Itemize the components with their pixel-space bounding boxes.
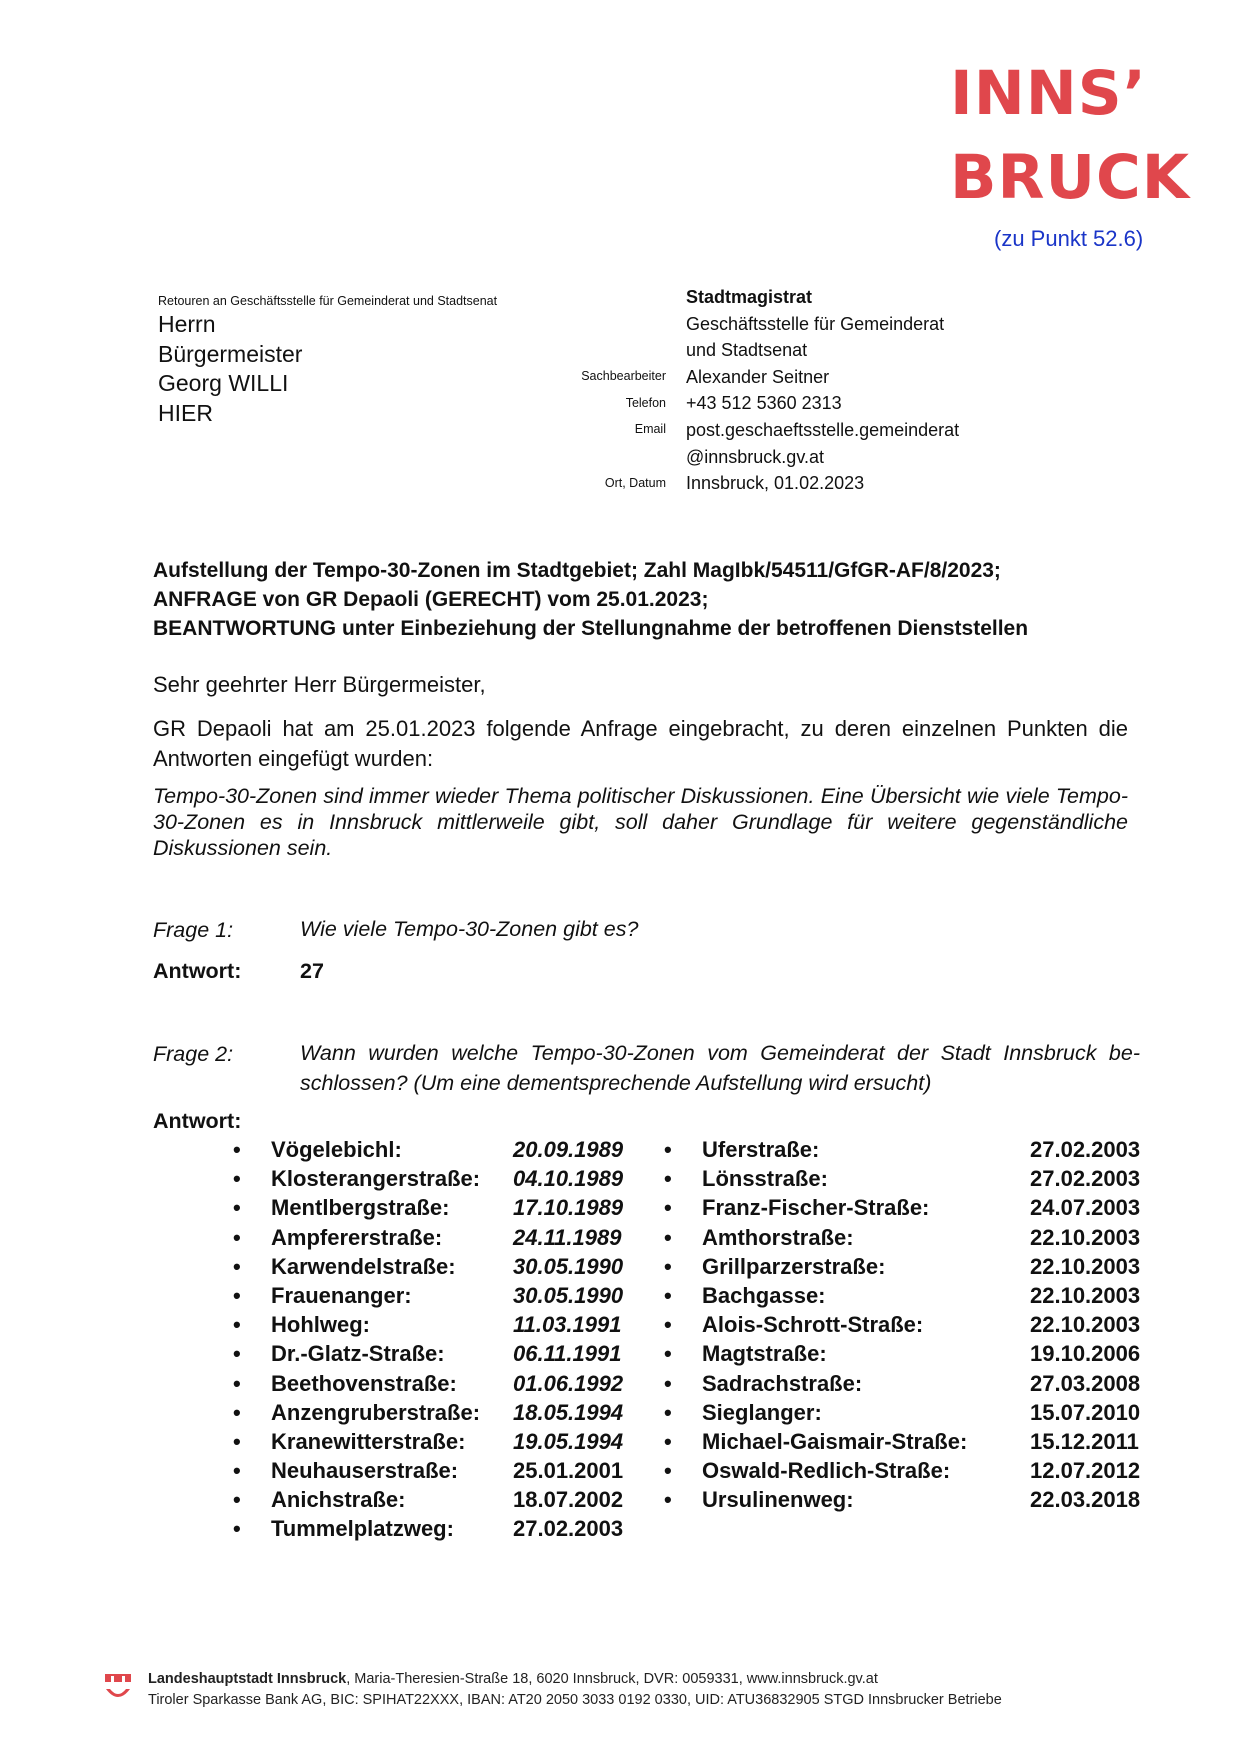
zone-date: 30.05.1990 <box>513 1253 624 1279</box>
question-2-label: Frage 2: <box>153 1042 234 1066</box>
subject-line: Aufstellung der Tempo-30-Zonen im Stadtgebiet; Zahl MagIbk/54511/GfGR-AF/8/2023; <box>153 559 1001 582</box>
subject-heading <box>153 556 1133 643</box>
zone-date: 24.11.1989 <box>513 1224 622 1250</box>
zone-name: Uferstraße: <box>702 1137 820 1162</box>
question-1-label: Frage 1: <box>153 918 234 942</box>
zone-date: 22.10.2003 <box>1030 1253 1141 1279</box>
sender-phone: +43 512 5360 2313 <box>686 393 842 414</box>
clerk-label: Sachbearbeiter <box>581 369 666 383</box>
question-1-text: Wie viele Tempo-30-Zonen gibt es? <box>300 917 639 941</box>
question-2-text: Wann wurden welche Tempo-30-Zonen vom Gemeinderat der Stadt Innsbruck beschlossen? (Um eine dementsprechende Aufstellung wird ersucht) <box>300 1041 1140 1095</box>
zone-name: Vögelebichl: <box>271 1137 402 1162</box>
zone-date: 27.02.2003 <box>513 1516 624 1542</box>
sender-office: Stadtmagistrat <box>686 287 813 307</box>
answer-1-value: 27 <box>300 959 324 983</box>
zone-date: 27.02.2003 <box>1030 1137 1141 1162</box>
zone-date: 22.10.2003 <box>1030 1312 1141 1338</box>
footer-line-1 <box>148 1669 1002 1690</box>
answer-2-label: Antwort: <box>153 1109 242 1133</box>
sender-department: und Stadtsenat <box>686 340 808 361</box>
zone-date: 25.01.2001 <box>513 1458 624 1484</box>
bullet: • <box>233 1399 241 1425</box>
bullet: • <box>664 1370 672 1396</box>
zone-date: 06.11.1991 <box>513 1341 622 1367</box>
bullet: • <box>664 1399 672 1425</box>
zone-name: Kranewitterstraße: <box>271 1428 466 1454</box>
address-line: Bürgermeister <box>158 340 303 367</box>
greeting: Sehr geehrter Herr Bürgermeister, <box>153 672 486 697</box>
sender-clerk: Alexander Seitner <box>686 366 830 387</box>
zone-name: Beethovenstraße: <box>271 1370 457 1396</box>
bullet: • <box>664 1195 672 1221</box>
footer-org: Landeshauptstadt Innsbruck <box>148 1671 347 1687</box>
zone-name: Karwendelstraße: <box>271 1253 456 1279</box>
zone-date: 22.10.2003 <box>1030 1282 1141 1308</box>
intro-paragraph: GR Depaoli hat am 25.01.2023 folgende Anfrage eingebracht, zu deren einzelnen Punkten die Antworten eingefügt wurden: <box>153 716 1128 771</box>
zone-name: Ursulinenweg: <box>702 1487 854 1513</box>
zone-name: Amthorstraße: <box>702 1224 854 1250</box>
address-line: Herrn <box>158 311 216 337</box>
zone-date: 15.07.2010 <box>1030 1399 1141 1425</box>
zone-date: 22.03.2018 <box>1030 1487 1141 1513</box>
email-label: Email <box>634 422 666 436</box>
zone-date: 27.02.2003 <box>1030 1166 1141 1192</box>
zone-date: 19.10.2006 <box>1030 1341 1141 1367</box>
answer-1-label: Antwort: <box>153 959 242 983</box>
zone-date: 11.03.1991 <box>513 1312 622 1338</box>
zone-name: Hohlweg: <box>271 1312 370 1338</box>
address-line: Georg WILLI <box>158 370 289 396</box>
zone-name: Alois-Schrott-Straße: <box>702 1312 924 1338</box>
bullet: • <box>233 1458 241 1484</box>
bullet: • <box>233 1341 241 1367</box>
bullet: • <box>233 1428 241 1454</box>
footer-address: , Maria-Theresien-Straße 18, 6020 Innsbruck, DVR: 0059331, www.innsbruck.gv.at <box>346 1671 878 1687</box>
zone-name: Mentlbergstraße: <box>271 1195 450 1221</box>
bullet: • <box>664 1312 672 1338</box>
city-coat-of-arms-icon <box>103 1671 133 1707</box>
sender-block <box>686 284 959 497</box>
zone-date: 30.05.1990 <box>513 1282 624 1308</box>
address-line: HIER <box>158 399 213 426</box>
recipient-address <box>158 310 302 428</box>
bullet: • <box>233 1137 241 1162</box>
bullet: • <box>664 1253 672 1279</box>
zone-date: 15.12.2011 <box>1030 1428 1139 1454</box>
sender-department: Geschäftsstelle für Gemeinderat <box>686 313 945 334</box>
bullet: • <box>664 1458 672 1484</box>
zone-date: 18.07.2002 <box>513 1487 624 1513</box>
phone-label: Telefon <box>625 396 666 410</box>
sender-email[interactable]: post.geschaeftsstelle.gemeinderat <box>686 419 960 440</box>
footer-line-2: Tiroler Sparkasse Bank AG, BIC: SPIHAT22XXX, IBAN: AT20 2050 3033 0192 0330, UID: ATU36832905 STGD Innsbrucker Betriebe <box>148 1692 1002 1708</box>
bullet: • <box>664 1341 672 1367</box>
bullet: • <box>233 1487 241 1513</box>
zone-name: Ampfererstraße: <box>271 1224 443 1250</box>
sender-place-date: Innsbruck, 01.02.2023 <box>686 473 865 494</box>
zone-name: Anichstraße: <box>271 1487 406 1513</box>
agenda-reference: (zu Punkt 52.6) <box>994 226 1144 251</box>
zone-name: Magtstraße: <box>702 1341 827 1367</box>
zone-name: Grillparzerstraße: <box>702 1253 886 1279</box>
bullet: • <box>664 1487 672 1513</box>
bullet: • <box>664 1224 672 1250</box>
bullet: • <box>664 1166 672 1192</box>
bullet: • <box>233 1166 241 1192</box>
bullet: • <box>664 1282 672 1308</box>
zone-date: 18.05.1994 <box>513 1399 624 1425</box>
zone-date: 17.10.1989 <box>513 1195 624 1221</box>
zone-name: Tummelplatzweg: <box>271 1516 454 1542</box>
bullet: • <box>233 1195 241 1221</box>
bullet: • <box>233 1282 241 1308</box>
zone-date: 19.05.1994 <box>513 1428 624 1454</box>
footer <box>148 1669 1002 1711</box>
logo-line-1: INNS’ <box>950 58 1147 129</box>
city-logo <box>950 52 1190 220</box>
zone-name: Klosterangerstraße: <box>271 1166 481 1192</box>
place-date-label: Ort, Datum <box>604 476 666 490</box>
zone-name: Sadrachstraße: <box>702 1370 863 1396</box>
zone-name: Dr.-Glatz-Straße: <box>271 1341 445 1367</box>
zone-name: Frauenanger: <box>271 1282 412 1308</box>
inquiry-text: Tempo-30-Zonen sind immer wieder Thema politischer Diskussionen. Eine Übersicht wie viele Tempo-30-Zonen es in Innsbruck mittlerweile gibt, soll daher Grundlage für weitere gegenständliche Diskussionen sein. <box>153 784 1128 860</box>
zone-date: 04.10.1989 <box>513 1166 624 1192</box>
bullet: • <box>233 1516 241 1542</box>
zone-date: 22.10.2003 <box>1030 1224 1141 1250</box>
zone-name: Oswald-Redlich-Straße: <box>702 1458 951 1484</box>
zone-name: Michael-Gaismair-Straße: <box>702 1428 968 1454</box>
zone-name: Sieglanger: <box>702 1399 822 1425</box>
zone-date: 12.07.2012 <box>1030 1458 1141 1484</box>
sender-email[interactable]: @innsbruck.gv.at <box>686 446 824 467</box>
bullet: • <box>233 1224 241 1250</box>
subject-line: BEANTWORTUNG unter Einbeziehung der Stellungnahme der betroffenen Dienststellen <box>153 617 1029 640</box>
bullet: • <box>233 1253 241 1279</box>
zone-name: Bachgasse: <box>702 1282 826 1308</box>
subject-line: ANFRAGE von GR Depaoli (GERECHT) vom 25.01.2023; <box>153 588 709 611</box>
zone-name: Neuhauserstraße: <box>271 1458 459 1484</box>
bullet: • <box>233 1370 241 1396</box>
bullet: • <box>233 1312 241 1338</box>
bullet: • <box>664 1137 672 1162</box>
zone-date: 20.09.1989 <box>513 1137 624 1162</box>
logo-line-2: BRUCK <box>950 142 1191 213</box>
returns-line: Retouren an Geschäftsstelle für Gemeinderat und Stadtsenat <box>158 294 498 308</box>
zone-name: Anzengruberstraße: <box>271 1399 481 1425</box>
zone-date: 24.07.2003 <box>1030 1195 1141 1221</box>
zone-date: 27.03.2008 <box>1030 1370 1141 1396</box>
zone-name: Franz-Fischer-Straße: <box>702 1195 930 1221</box>
bullet: • <box>664 1428 672 1454</box>
zone-date: 01.06.1992 <box>513 1370 624 1396</box>
zone-name: Lönsstraße: <box>702 1166 828 1192</box>
